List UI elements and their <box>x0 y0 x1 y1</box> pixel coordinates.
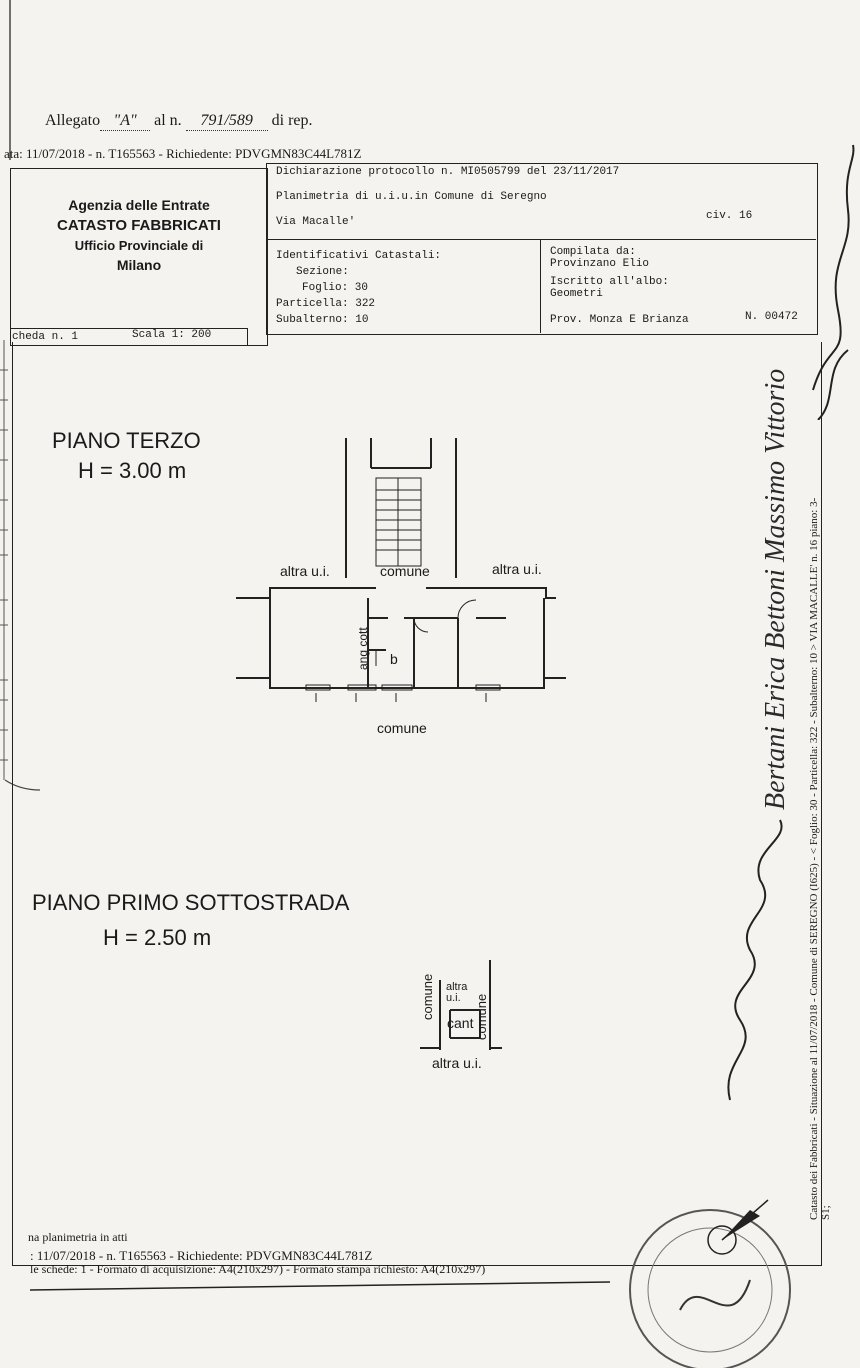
footer-line3: le schede: 1 - Formato di acquisizione: A4(210x297) - Formato stampa richiesto: A4(210x297) <box>30 1262 486 1276</box>
allegato-line <box>45 112 313 131</box>
foglio-field: Foglio: 30 <box>302 282 369 294</box>
allegato-prefix: Allegato <box>45 112 101 129</box>
floor2-title: PIANO PRIMO SOTTOSTRADA <box>32 890 350 915</box>
allegato-mid: al n. <box>154 112 182 129</box>
agency-block <box>44 197 234 273</box>
floor2-comune-left: comune <box>420 973 435 1020</box>
identificativi-title: Identificativi Catastali: <box>276 250 442 262</box>
corner-signature <box>808 140 860 420</box>
footer-line1: na planimetria in atti <box>28 1230 128 1244</box>
via-text: Via Macalle' <box>276 216 356 228</box>
ufficio-city: Milano <box>116 257 162 273</box>
floor1-title: PIANO TERZO <box>52 428 201 453</box>
top-request-line: ata: 11/07/2018 - n. T165563 - Richiedente: PDVGMN83C44L781Z <box>4 146 362 161</box>
floor1-height: H = 3.00 m <box>78 458 187 483</box>
allegato-suffix: di rep. <box>271 112 313 129</box>
particella-field: Particella: 322 <box>276 298 376 310</box>
floor2-height: H = 2.50 m <box>103 925 212 950</box>
albo-name: Geometri <box>550 288 603 300</box>
floor1-altra-right: altra u.i. <box>492 561 542 577</box>
floor2-cant: cant <box>447 1015 474 1031</box>
header-divider <box>540 239 541 333</box>
numero-albo: N. 00472 <box>745 311 798 323</box>
footer-rule <box>30 1280 630 1300</box>
ufficio-label: Ufficio Provinciale di <box>74 238 204 253</box>
catasto-title: CATASTO FABBRICATI <box>57 217 221 234</box>
dichiarazione-text: Dichiarazione protocollo n. MI0505799 del 23/11/2017 <box>276 166 620 178</box>
floor2-altra-bottom: altra u.i. <box>432 1055 482 1071</box>
margin-side-text: Catasto dei Fabbricati - Situazione al 11/07/2018 - Comune di SEREGNO (I625) - < Foglio: 30 - Particella: 322 - Subalterno: 10 > VIA MACALLE' n. 16 piano: 3-S1; <box>808 497 832 1220</box>
header-separator <box>266 239 816 240</box>
floor1-comune-bottom: comune <box>377 720 427 736</box>
scheda-text: cheda n. 1 <box>12 331 79 343</box>
provincia-text: Prov. Monza E Brianza <box>550 314 689 326</box>
compilatore-name: Provinzano Elio <box>550 258 650 270</box>
planimetria-text: Planimetria di u.i.u.in Comune di Seregno <box>276 191 547 203</box>
allegato-number: 791/589 <box>186 112 268 131</box>
footer-line2: : 11/07/2018 - n. T165563 - Richiedente: PDVGMN83C44L781Z <box>30 1248 373 1263</box>
handwritten-signatures: Bertani Erica Bettoni Massimo Vittorio <box>760 368 791 810</box>
floor2-comune-right: comune <box>474 993 489 1040</box>
subalterno-field: Subalterno: 10 <box>276 314 369 326</box>
compilatore-block <box>550 246 669 300</box>
floor2-altra-small: altra u.i. <box>446 981 468 1004</box>
scala-text: Scala 1: 200 <box>132 329 212 341</box>
allegato-letter: "A" <box>100 112 150 131</box>
floor1-altra-left: altra u.i. <box>280 563 330 579</box>
iscritto-label: Iscritto all'albo: <box>550 276 669 288</box>
north-arrow-icon <box>700 1198 770 1268</box>
sezione-field: Sezione: <box>296 266 349 278</box>
floor1-room-b: b <box>390 651 398 667</box>
handwritten-scribble <box>700 810 860 1130</box>
compilata-label: Compilata da: <box>550 246 636 258</box>
civico-text: civ. 16 <box>706 210 753 222</box>
identificativi-block <box>276 248 441 328</box>
floor1-comune-top: comune <box>380 563 430 579</box>
floor1-ang-cott: ang cott <box>356 627 370 670</box>
agency-name: Agenzia delle Entrate <box>68 197 210 213</box>
